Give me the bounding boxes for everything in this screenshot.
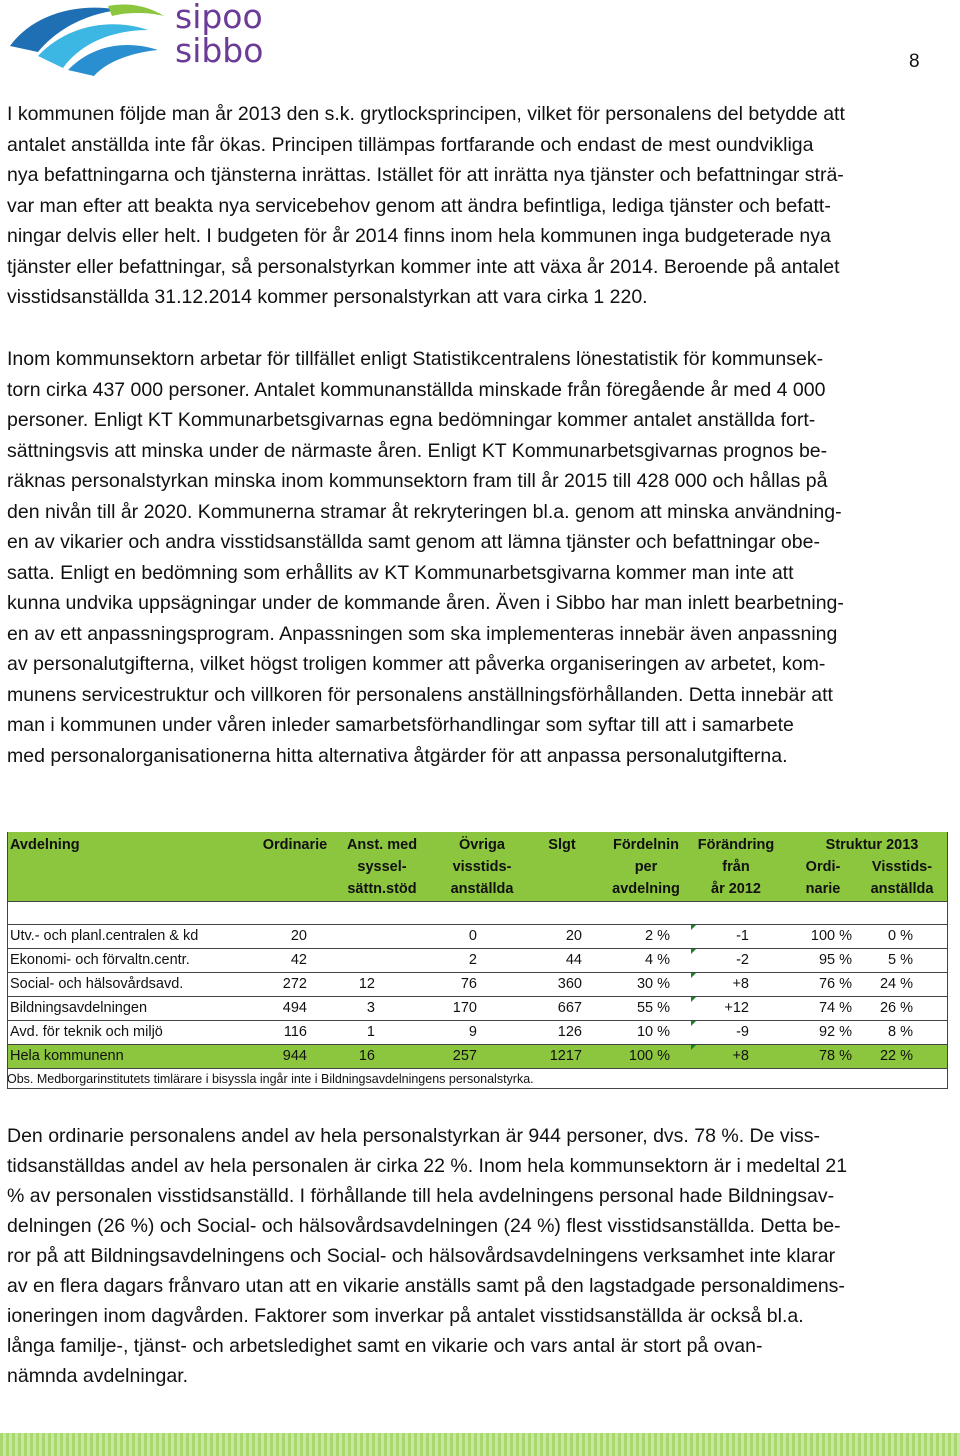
cell-name: Avd. för teknik och miljö (10, 1024, 163, 1040)
text-line: av en flera dagars frånvaro utan att en vikarie anställs samt på den lagstadgade personaldimens- (7, 1275, 845, 1297)
header-ordi-line: Ordi- (805, 859, 841, 875)
cell-name: Bildningsavdelningen (10, 1000, 148, 1016)
cell-ordinarie: 20 (290, 928, 307, 944)
text-line: nämnda avdelningar. (7, 1365, 189, 1387)
table-row (7, 996, 947, 1020)
table-row (7, 948, 947, 972)
logo-line-sipoo: sipoo (175, 0, 263, 36)
header-fordelning-line: Fördelnin (612, 837, 680, 853)
cell-forandring: -1 (736, 928, 749, 944)
cell-visstids: 5 % (888, 952, 913, 968)
cell-ovriga: 76 (460, 976, 477, 992)
header-fordelning (601, 834, 691, 900)
header-avdelning: Avdelning (10, 837, 80, 853)
table-rule (7, 1044, 947, 1045)
text-line: delningen (26 %) och Social- och hälsovårdsavdelningen (24 %) flest visstidsanställda. Detta be- (7, 1215, 841, 1237)
table-rule (7, 924, 947, 925)
text-line: personer. Enligt KT Kommunarbetsgivarnas egna bedömningar kommer antalet anställda fort- (7, 409, 816, 431)
text-line: I kommunen följde man år 2013 den s.k. grytlocksprincipen, vilket för personalens del betydde att (7, 103, 845, 125)
text-line: man i kommunen under våren inleder samarbetsförhandlingar som syftar till att i samarbete (7, 714, 794, 736)
cell-slgt: 1217 (549, 1048, 582, 1064)
cell-visstids: 0 % (888, 928, 913, 944)
header-ordi (793, 856, 853, 900)
cell-forandring: +8 (732, 976, 749, 992)
text-line: visstidsanställda 31.12.2014 kommer personalstyrkan att vara cirka 1 220. (7, 286, 648, 308)
cell-ordinarie: 494 (282, 1000, 307, 1016)
cell-visstids: 8 % (888, 1024, 913, 1040)
text-line: ningar delvis eller helt. I budgeten för år 2014 finns inom hela kommunen inga budgeterade nya (7, 225, 831, 247)
header-anst-line: sättn.stöd (347, 881, 417, 897)
cell-ordi: 78 % (818, 1048, 852, 1064)
cell-name: Social- och hälsovårdsavd. (10, 976, 184, 992)
table-rule (7, 1020, 947, 1021)
header-ovriga (437, 834, 527, 900)
table-row (7, 972, 947, 996)
table-rule (7, 1068, 947, 1069)
table-row (7, 1044, 947, 1068)
cell-visstids: 24 % (879, 976, 913, 992)
staff-table (7, 832, 947, 1089)
text-line: torn cirka 437 000 personer. Antalet kommunanställda minskade från föregående år med 4 000 (7, 378, 826, 401)
header-visstids-line: anställda (870, 881, 934, 897)
cell-ordi: 76 % (818, 976, 852, 992)
cell-forandring: +12 (724, 1000, 749, 1016)
text-line: ioneringen inom dagvården. Faktorer som inverkar på antalet visstidsanställda är också bl.a. (7, 1305, 804, 1327)
header-fordelning-line: avdelning (612, 881, 680, 897)
cell-fordelning: 2 % (645, 928, 670, 944)
header-ordinarie: Ordinarie (262, 837, 328, 853)
header-visstids-line: Visstids- (871, 859, 933, 875)
cell-slgt: 126 (557, 1024, 582, 1040)
paragraph-1 (7, 99, 960, 313)
logo-line-sibbo: sibbo (175, 31, 264, 70)
header-fordelning-line: per (634, 859, 658, 875)
cell-forandring: -9 (736, 1024, 749, 1040)
text-line: en av ett anpassningsprogram. Anpassningen som ska implementeras innebär även anpassning (7, 622, 838, 645)
cell-ovriga: 170 (452, 1000, 477, 1016)
header-ovriga-line: anställda (450, 881, 514, 897)
header-anst-line: Anst. med (346, 837, 418, 853)
cell-anst: 12 (358, 976, 375, 992)
cell-fordelning: 4 % (645, 952, 670, 968)
cell-fordelning: 30 % (636, 976, 670, 992)
table-row (7, 1020, 947, 1044)
cell-ordi: 74 % (818, 1000, 852, 1016)
cell-ordi: 100 % (810, 928, 852, 944)
logo-wordmark (175, 0, 263, 68)
text-line: antalet anställda inte får ökas. Principen tillämpas fortfarande och endast de mest oundvikliga (7, 133, 814, 156)
text-line: Den ordinarie personalens andel av hela personalstyrkan är 944 personer, dvs. 78 %. De viss- (7, 1125, 820, 1147)
text-line: av personalutgifterna, vilket högst troligen kommer att påverka organiseringen av arbetet, kom- (7, 653, 826, 675)
table-border (947, 832, 948, 1089)
cell-visstids: 22 % (879, 1048, 913, 1064)
header-ovriga-line: Övriga (459, 837, 505, 853)
cell-slgt: 44 (565, 952, 582, 968)
table-header (7, 832, 947, 901)
header-anst (342, 834, 422, 900)
text-line: % av personalen visstidsanställd. I förhållande till hela avdelningens personal hade Bildningsav- (7, 1185, 835, 1207)
cell-anst: 16 (358, 1048, 375, 1064)
table-note: Obs. Medborgarinstitutets timlärare i bisyssla ingår inte i Bildningsavdelningens personalstyrka. (7, 1072, 534, 1086)
cell-ordi: 92 % (818, 1024, 852, 1040)
text-line: en av vikarier och andra visstidsanställda samt genom att lämna tjänster och befattningar obe- (7, 531, 820, 553)
text-line: kunna undvika uppsägningar under de kommande åren. Även i Sibbo har man inlett bearbetning- (7, 592, 844, 614)
sipoo-sibbo-logo (8, 0, 278, 76)
text-line: nya befattningarna och tjänsterna inrättas. Istället för att inrätta nya tjänster och befattningar strä- (7, 164, 844, 186)
cell-slgt: 20 (565, 928, 582, 944)
header-visstids (862, 856, 942, 900)
text-line: långa familje-, tjänst- och arbetsledighet samt en vikarie och vars antal är stort på ovan- (7, 1335, 763, 1357)
cell-name: Hela kommunenn (10, 1048, 124, 1064)
header-forandring-line: Förändring (697, 837, 775, 853)
text-line: sättningsvis att minska under de närmaste åren. Enligt KT Kommunarbetsgivarnas prognos be- (7, 439, 828, 462)
paragraph-2 (7, 344, 960, 771)
cell-anst: 3 (366, 1000, 375, 1016)
table-row (7, 924, 947, 948)
table-border (7, 832, 8, 1089)
header-struktur: Struktur 2013 (825, 837, 919, 853)
table-rule (7, 996, 947, 997)
cell-visstids: 26 % (879, 1000, 913, 1016)
cell-ordinarie: 116 (283, 1024, 307, 1040)
header-anst-line: syssel- (357, 859, 407, 875)
text-line: munens servicestruktur och villkoren för personalens anställningsförhållanden. Detta innebär att (7, 683, 833, 706)
table-rule (7, 1088, 947, 1089)
cell-ordinarie: 272 (282, 976, 307, 992)
header-ovriga-line: visstids- (452, 859, 512, 875)
text-line: med personalorganisationerna hitta alternativa åtgärder för att anpassa personalutgifterna. (7, 744, 788, 767)
cell-ordi: 95 % (818, 952, 852, 968)
cell-fordelning: 55 % (636, 1000, 670, 1016)
header-slgt: Slgt (548, 837, 576, 853)
table-rule (7, 901, 947, 902)
paragraph-3 (7, 1121, 960, 1391)
text-line: ror på att Bildningsavdelningens och Social- och hälsovårdsavdelningens verksamhet inte klarar (7, 1245, 836, 1267)
table-rule (7, 948, 947, 949)
cell-slgt: 360 (557, 976, 582, 992)
cell-forandring: +8 (732, 1048, 749, 1064)
header-forandring-line: år 2012 (711, 881, 761, 897)
text-line: tjänster eller befattningar, så personalstyrkan kommer inte att växa år 2014. Beroende på antalet (7, 255, 840, 278)
text-line: tidsanställdas andel av hela personalen är cirka 22 %. Inom hela kommunsektorn är i medeltal 21 (7, 1155, 848, 1177)
text-line: den nivån till år 2020. Kommunerna stramar åt rekryteringen bl.a. genom att minska användning- (7, 500, 842, 523)
cell-ovriga: 0 (468, 928, 477, 944)
footer-decoration-bar (0, 1433, 960, 1456)
header-forandring (691, 834, 781, 900)
cell-ovriga: 257 (452, 1048, 477, 1064)
cell-ordinarie: 42 (290, 952, 307, 968)
text-line: satta. Enligt en bedömning som erhållits av KT Kommunarbetsgivarna kommer man inte att (7, 561, 794, 584)
cell-forandring: -2 (736, 952, 749, 968)
header-forandring-line: från (722, 859, 750, 875)
wave-logo-icon (8, 0, 168, 76)
cell-fordelning: 100 % (628, 1048, 670, 1064)
cell-anst: 1 (366, 1024, 375, 1040)
cell-ovriga: 2 (468, 952, 477, 968)
text-line: räknas personalstyrkan minska inom kommunsektorn fram till år 2015 till 428 000 och hållas på (7, 470, 828, 492)
table-rule (7, 972, 947, 973)
page-number: 8 (909, 51, 920, 72)
header-ordi-line: narie (805, 881, 841, 897)
text-line: var man efter att beakta nya servicebehov genom att ändra befintliga, lediga tjänster och befatt- (7, 194, 831, 217)
cell-fordelning: 10 % (636, 1024, 670, 1040)
text-line: Inom kommunsektorn arbetar för tillfället enligt Statistikcentralens lönestatistik för kommunsek- (7, 348, 824, 370)
cell-ovriga: 9 (468, 1024, 477, 1040)
cell-name: Utv.- och planl.centralen & kd (10, 928, 199, 944)
cell-slgt: 667 (557, 1000, 582, 1016)
cell-name: Ekonomi- och förvaltn.centr. (10, 952, 190, 968)
cell-ordinarie: 944 (282, 1048, 307, 1064)
